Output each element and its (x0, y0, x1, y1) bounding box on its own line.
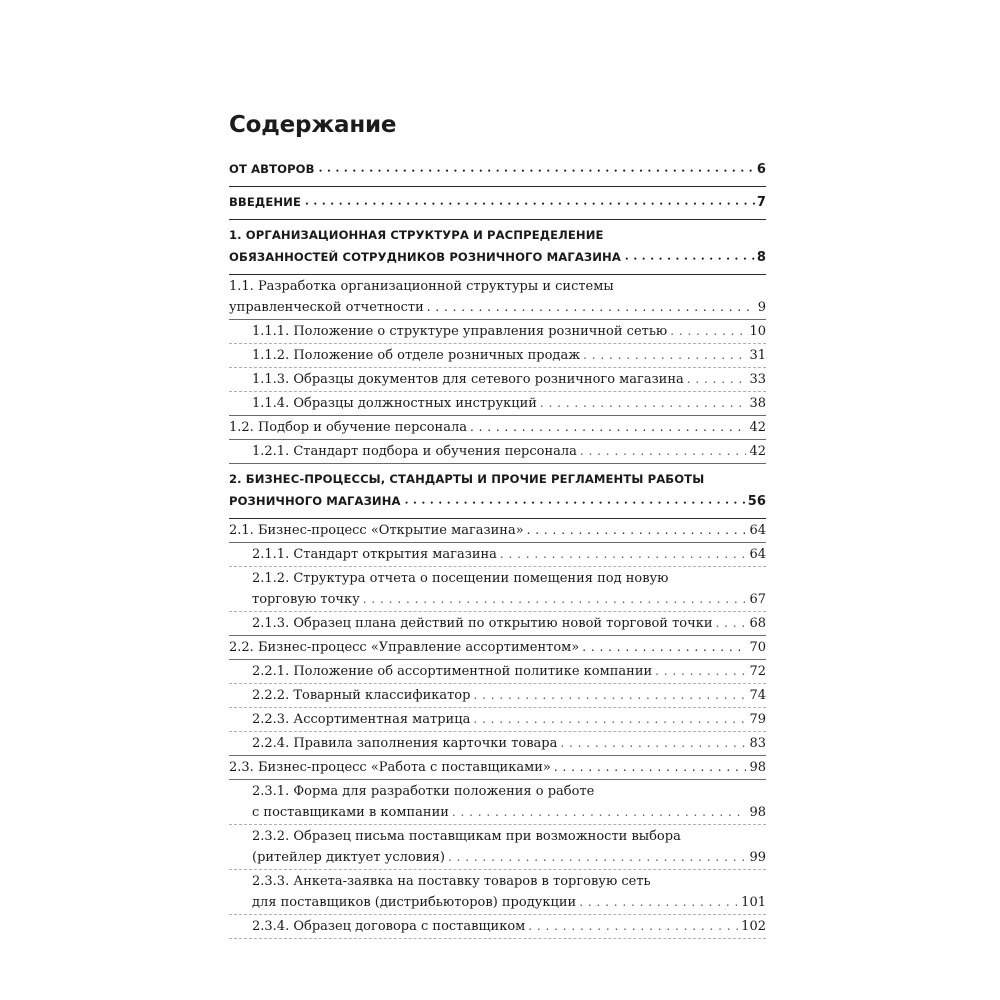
dot-leader (582, 637, 746, 658)
toc-page (229, 110, 766, 939)
toc-entry[interactable] (229, 220, 766, 275)
toc-entry[interactable] (229, 660, 766, 684)
toc-entry-line (252, 345, 766, 366)
toc-entry-line (252, 781, 766, 802)
toc-entry-text: 2.2.3. Ассортиментная матрица (252, 712, 471, 727)
dot-leader (670, 321, 746, 342)
dot-leader (625, 252, 755, 265)
toc-entry-text: 1.1. Разработка организационной структуры и системы (229, 279, 614, 294)
toc-page-number: 10 (749, 324, 766, 339)
toc-page-number: 56 (747, 494, 766, 509)
toc-entry-line (252, 709, 766, 730)
dot-leader (655, 661, 746, 682)
toc-entry-line (252, 685, 766, 706)
toc-entry-line (252, 892, 766, 913)
toc-entry-line (252, 826, 766, 847)
toc-entry-line (229, 158, 766, 181)
toc-entry-heading (252, 709, 766, 730)
dot-leader (470, 417, 746, 438)
toc-entry-line (229, 191, 766, 214)
toc-entry[interactable] (229, 519, 766, 543)
toc-entry[interactable] (229, 416, 766, 440)
dot-leader (560, 733, 746, 754)
toc-page-number: 99 (749, 850, 766, 865)
toc-page-number: 38 (749, 396, 766, 411)
dot-leader (580, 441, 747, 462)
toc-entry[interactable] (229, 636, 766, 660)
dot-leader (528, 916, 738, 937)
toc-entry-line (252, 568, 766, 589)
toc-entry-line (252, 369, 766, 390)
toc-entry-line (252, 441, 766, 462)
toc-entry-heading (229, 468, 766, 513)
dot-leader (452, 802, 747, 823)
dot-leader (305, 197, 755, 210)
toc-entry-heading (252, 871, 766, 913)
toc-entry-text: 2.3.3. Анкета-заявка на поставку товаров в торговую сеть (252, 874, 651, 889)
toc-entry-text: для поставщиков (дистрибьюторов) продукции (252, 895, 577, 910)
toc-entry[interactable] (229, 708, 766, 732)
toc-entry-line (229, 637, 766, 658)
toc-entry-text: с поставщиками в компании (252, 805, 449, 820)
toc-entry-text: 1.1.1. Положение о структуре управления розничной сетью (252, 324, 668, 339)
dot-leader (527, 520, 747, 541)
toc-page-number: 6 (756, 162, 766, 177)
toc-entry-heading (229, 158, 766, 181)
toc-entry-line (229, 757, 766, 778)
toc-entry[interactable] (229, 154, 766, 187)
toc-entry-line (252, 544, 766, 565)
toc-entry[interactable] (229, 756, 766, 780)
toc-entry-line (229, 520, 766, 541)
toc-page-number: 9 (757, 300, 766, 315)
dot-leader (448, 847, 747, 868)
dot-leader (319, 164, 755, 177)
dot-leader (473, 685, 746, 706)
toc-entry-text: 2.2.4. Правила заполнения карточки товара (252, 736, 558, 751)
toc-entry-line (252, 661, 766, 682)
toc-entry-text: ОТ АВТОРОВ (229, 162, 315, 176)
toc-entry-line (252, 589, 766, 610)
toc-entry-heading (252, 568, 766, 610)
dot-leader (405, 496, 746, 509)
dot-leader (687, 369, 747, 390)
toc-entry-text: 1.2. Подбор и обучение персонала (229, 420, 467, 435)
toc-entry-text: 2.3.2. Образец письма поставщикам при возможности выбора (252, 829, 681, 844)
toc-entry-heading (252, 441, 766, 462)
toc-entry-text: 2.3. Бизнес-процесс «Работа с поставщиками» (229, 760, 551, 775)
toc-entry-text: 1. ОРГАНИЗАЦИОННАЯ СТРУКТУРА И РАСПРЕДЕЛЕНИЕ (229, 228, 604, 242)
toc-entry[interactable] (229, 368, 766, 392)
toc-entry[interactable] (229, 543, 766, 567)
toc-entry-text: торговую точку (252, 592, 360, 607)
toc-entry-heading (229, 757, 766, 778)
toc-page-number: 79 (749, 712, 766, 727)
toc-page-number: 42 (749, 420, 766, 435)
toc-entry-heading (252, 393, 766, 414)
toc-entry-heading (252, 733, 766, 754)
toc-entry-line (252, 847, 766, 868)
toc-entry-line (252, 802, 766, 823)
toc-entry-line (252, 916, 766, 937)
toc-page-number: 8 (756, 250, 766, 265)
toc-entry-line (252, 393, 766, 414)
toc-entry[interactable] (229, 392, 766, 416)
toc-entry[interactable] (229, 187, 766, 220)
dot-leader (363, 589, 747, 610)
toc-entry-line (229, 276, 766, 297)
dot-leader (579, 892, 738, 913)
toc-entry-line (229, 468, 766, 490)
toc-entry-text: 2.1.2. Структура отчета о посещении помещения под новую (252, 571, 669, 586)
toc-entry-heading (252, 345, 766, 366)
dot-leader (500, 544, 747, 565)
toc-entry-text: РОЗНИЧНОГО МАГАЗИНА (229, 494, 401, 508)
toc-page-number: 31 (749, 348, 766, 363)
toc-title: Содержание (229, 112, 397, 138)
toc-entry-heading (229, 191, 766, 214)
toc-page-number: 72 (749, 664, 766, 679)
dot-leader (427, 297, 755, 318)
toc-entry[interactable] (229, 684, 766, 708)
toc-entry-line (229, 417, 766, 438)
toc-entry-heading (229, 276, 766, 318)
toc-entry-text: (ритейлер диктует условия) (252, 850, 445, 865)
toc-entry[interactable] (229, 440, 766, 464)
toc-page-number: 102 (741, 919, 766, 934)
toc-entry-text: ВВЕДЕНИЕ (229, 195, 301, 209)
toc-entry-text: 1.1.3. Образцы документов для сетевого розничного магазина (252, 372, 684, 387)
toc-entry-heading (252, 661, 766, 682)
toc-entry[interactable] (229, 344, 766, 368)
toc-entry[interactable] (229, 780, 766, 825)
dot-leader (554, 757, 747, 778)
toc-entry-heading (252, 781, 766, 823)
toc-entry[interactable] (229, 464, 766, 519)
toc-entry-text: 2.1.1. Стандарт открытия магазина (252, 547, 497, 562)
toc-entry[interactable] (229, 567, 766, 612)
toc-entry-heading (252, 916, 766, 937)
dot-leader (583, 345, 746, 366)
toc-entry[interactable] (229, 825, 766, 870)
toc-page-number: 64 (749, 523, 766, 538)
toc-entry-line (252, 321, 766, 342)
toc-entry-text: 2. БИЗНЕС-ПРОЦЕССЫ, СТАНДАРТЫ И ПРОЧИЕ РЕГЛАМЕНТЫ РАБОТЫ (229, 472, 705, 486)
toc-page-number: 33 (749, 372, 766, 387)
toc-entry[interactable] (229, 612, 766, 636)
toc-entry-line (229, 246, 766, 269)
toc-entry-text: 2.2.2. Товарный классификатор (252, 688, 471, 703)
toc-entry-text: 1.2.1. Стандарт подбора и обучения персонала (252, 444, 577, 459)
dot-leader (540, 393, 747, 414)
toc-entry-text: 2.1.3. Образец плана действий по открытию новой торговой точки (252, 616, 713, 631)
toc-entry-text: 2.2. Бизнес-процесс «Управление ассортиментом» (229, 640, 580, 655)
toc-page-number: 70 (749, 640, 766, 655)
toc-page-number: 101 (741, 895, 766, 910)
toc-page-number: 98 (749, 760, 766, 775)
toc-list (229, 154, 766, 939)
toc-entry[interactable] (229, 915, 766, 939)
toc-page-number: 7 (756, 195, 766, 210)
toc-entry[interactable] (229, 320, 766, 344)
toc-page-number: 98 (749, 805, 766, 820)
toc-entry-text: ОБЯЗАННОСТЕЙ СОТРУДНИКОВ РОЗНИЧНОГО МАГАЗИНА (229, 250, 621, 264)
toc-entry[interactable] (229, 275, 766, 320)
toc-entry[interactable] (229, 870, 766, 915)
dot-leader (473, 709, 746, 730)
toc-entry-text: управленческой отчетности (229, 300, 424, 315)
toc-page-number: 42 (749, 444, 766, 459)
toc-entry-heading (252, 321, 766, 342)
toc-entry-heading (229, 637, 766, 658)
toc-page-number: 68 (749, 616, 766, 631)
toc-entry-heading (252, 826, 766, 868)
toc-entry-text: 2.3.1. Форма для разработки положения о работе (252, 784, 595, 799)
toc-entry-line (229, 490, 766, 513)
toc-page-number: 64 (749, 547, 766, 562)
toc-entry-heading (229, 520, 766, 541)
toc-entry-heading (252, 685, 766, 706)
toc-entry-line (229, 224, 766, 246)
toc-entry-heading (229, 224, 766, 269)
toc-entry-heading (229, 417, 766, 438)
toc-entry-line (229, 297, 766, 318)
toc-entry-text: 2.3.4. Образец договора с поставщиком (252, 919, 526, 934)
dot-leader (716, 613, 747, 634)
toc-entry-text: 2.2.1. Положение об ассортиментной политике компании (252, 664, 653, 679)
toc-entry-text: 1.1.2. Положение об отделе розничных продаж (252, 348, 581, 363)
toc-entry-text: 1.1.4. Образцы должностных инструкций (252, 396, 537, 411)
toc-entry-line (252, 613, 766, 634)
toc-entry-line (252, 871, 766, 892)
toc-entry-text: 2.1. Бизнес-процесс «Открытие магазина» (229, 523, 524, 538)
toc-page-number: 67 (749, 592, 766, 607)
toc-entry-heading (252, 544, 766, 565)
toc-entry[interactable] (229, 732, 766, 756)
toc-page-number: 83 (749, 736, 766, 751)
toc-entry-heading (252, 613, 766, 634)
toc-entry-heading (252, 369, 766, 390)
toc-entry-line (252, 733, 766, 754)
toc-page-number: 74 (749, 688, 766, 703)
